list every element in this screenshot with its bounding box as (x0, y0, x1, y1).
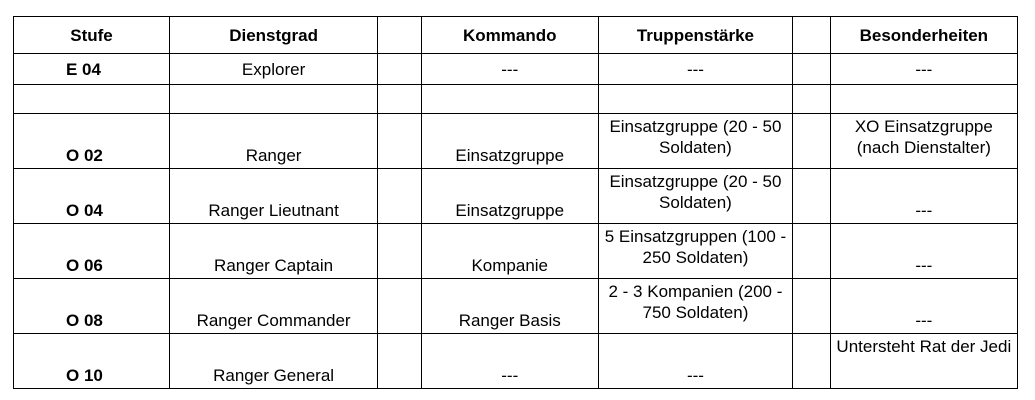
spacer-cell (378, 334, 422, 389)
cell-kommando: Kompanie (421, 224, 598, 279)
spacer-cell (378, 224, 422, 279)
spacer-cell (378, 17, 422, 54)
spacer-cell (378, 54, 422, 85)
spacer-cell (793, 224, 830, 279)
cell-besonderheiten: Untersteht Rat der Jedi (830, 334, 1017, 389)
cell-kommando: Einsatzgruppe (421, 114, 598, 169)
spacer-cell (793, 279, 830, 334)
cell-dienstgrad: Ranger Captain (170, 224, 378, 279)
table-row (14, 169, 1018, 224)
spacer-cell (378, 114, 422, 169)
cell-kommando: Ranger Basis (421, 279, 598, 334)
cell-stufe: O 10 (14, 334, 170, 389)
header-truppenstaerke: Truppenstärke (598, 17, 793, 54)
cell-truppenstaerke (598, 85, 793, 114)
cell-besonderheiten: --- (830, 169, 1017, 224)
spacer-cell (378, 279, 422, 334)
cell-kommando (421, 85, 598, 114)
cell-dienstgrad: Ranger (170, 114, 378, 169)
cell-stufe: O 02 (14, 114, 170, 169)
cell-stufe: O 06 (14, 224, 170, 279)
header-stufe: Stufe (14, 17, 170, 54)
table-row (14, 334, 1018, 389)
cell-besonderheiten (830, 85, 1017, 114)
cell-dienstgrad: Ranger Commander (170, 279, 378, 334)
spacer-cell (793, 54, 830, 85)
cell-truppenstaerke: --- (598, 54, 793, 85)
header-kommando: Kommando (421, 17, 598, 54)
spacer-cell (793, 85, 830, 114)
header-dienstgrad: Dienstgrad (170, 17, 378, 54)
spacer-cell (793, 17, 830, 54)
header-row (14, 17, 1018, 54)
cell-stufe (14, 85, 170, 114)
table-row (14, 114, 1018, 169)
spacer-cell (793, 334, 830, 389)
spacer-cell (378, 85, 422, 114)
cell-stufe: O 04 (14, 169, 170, 224)
cell-stufe: O 08 (14, 279, 170, 334)
cell-dienstgrad: Ranger General (170, 334, 378, 389)
cell-truppenstaerke: Einsatzgruppe (20 - 50 Soldaten) (598, 114, 793, 169)
spacer-cell (378, 169, 422, 224)
spacer-cell (793, 169, 830, 224)
cell-besonderheiten: --- (830, 54, 1017, 85)
table-row (14, 224, 1018, 279)
cell-truppenstaerke: --- (598, 334, 793, 389)
cell-dienstgrad: Explorer (170, 54, 378, 85)
cell-besonderheiten: --- (830, 224, 1017, 279)
cell-besonderheiten: XO Einsatzgruppe (nach Dienstalter) (830, 114, 1017, 169)
cell-kommando: --- (421, 54, 598, 85)
cell-kommando: --- (421, 334, 598, 389)
cell-besonderheiten: --- (830, 279, 1017, 334)
cell-truppenstaerke: 5 Einsatzgruppen (100 - 250 Soldaten) (598, 224, 793, 279)
cell-stufe: E 04 (14, 54, 170, 85)
cell-truppenstaerke: 2 - 3 Kompanien (200 - 750 Soldaten) (598, 279, 793, 334)
cell-dienstgrad (170, 85, 378, 114)
cell-kommando: Einsatzgruppe (421, 169, 598, 224)
table-row (14, 54, 1018, 85)
header-besonderheiten: Besonderheiten (830, 17, 1017, 54)
cell-truppenstaerke: Einsatzgruppe (20 - 50 Soldaten) (598, 169, 793, 224)
cell-dienstgrad: Ranger Lieutnant (170, 169, 378, 224)
table-row-empty (14, 85, 1018, 114)
table-row (14, 279, 1018, 334)
rank-table (13, 16, 1018, 389)
spacer-cell (793, 114, 830, 169)
